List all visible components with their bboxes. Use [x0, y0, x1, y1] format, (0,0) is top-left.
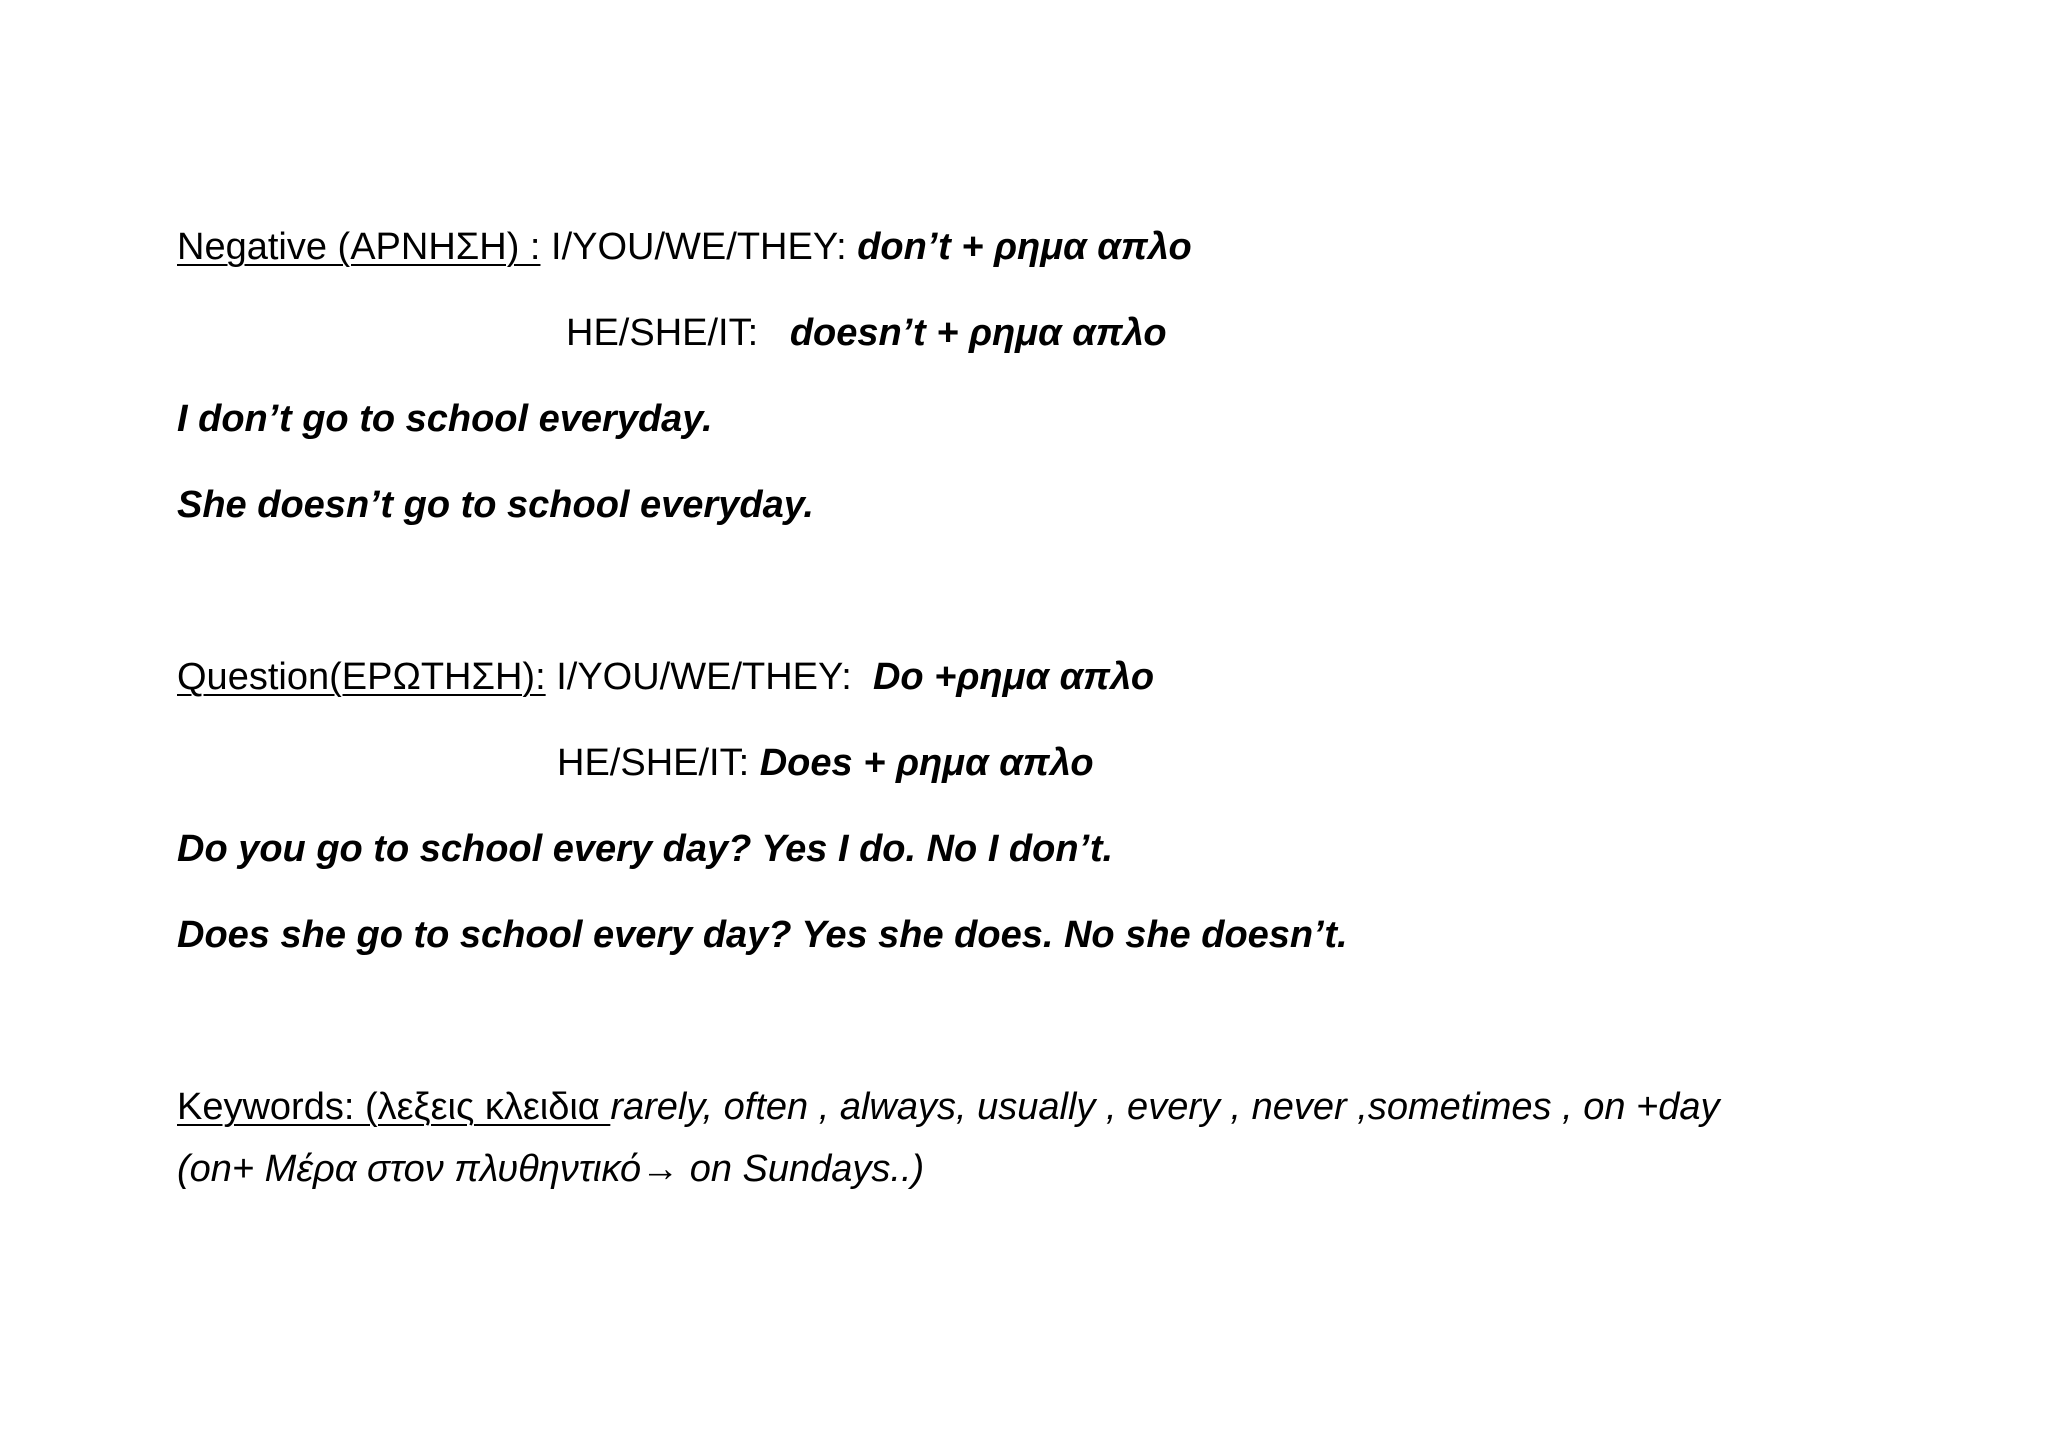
- keywords-line: [177, 1084, 1720, 1130]
- question-plural-rule: Do +ρημα απλο: [872, 656, 1155, 698]
- right-arrow-icon: →: [641, 1148, 680, 1190]
- negative-singular-subjects: HE/SHE/IT:: [566, 312, 759, 354]
- keywords-note-start: (on+ Μέρα στον πλυθηντικό: [177, 1148, 642, 1190]
- negative-singular-line: [566, 310, 1167, 356]
- question-singular-rule: Does + ρημα απλο: [759, 742, 1094, 784]
- negative-example-1: I don’t go to school everyday.: [177, 398, 713, 440]
- question-singular-line: [557, 740, 1094, 786]
- keywords-list: rarely, often , always, usually , every , never ,sometimes , on +day: [610, 1086, 1720, 1128]
- negative-heading: Negative (ΑΡΝΗΣΗ) :: [177, 226, 541, 268]
- question-singular-subjects: HE/SHE/IT:: [557, 742, 750, 784]
- question-plural-line: [177, 654, 1154, 700]
- question-example-2: Does she go to school every day? Yes she does. No she doesn’t.: [177, 914, 1348, 956]
- negative-plural-line: [177, 224, 1192, 270]
- keywords-heading: Keywords: (λεξεις κλειδια: [177, 1086, 611, 1128]
- keywords-note-line: [177, 1146, 924, 1192]
- negative-plural-subjects: I/YOU/WE/THEY:: [551, 226, 847, 268]
- negative-plural-rule: don’t + ρημα απλο: [857, 226, 1192, 268]
- question-example-1: Do you go to school every day? Yes I do. No I don’t.: [177, 828, 1114, 870]
- negative-singular-rule: doesn’t + ρημα απλο: [789, 312, 1167, 354]
- question-plural-subjects: I/YOU/WE/THEY:: [556, 656, 852, 698]
- question-heading: Question(ΕΡΩΤΗΣΗ):: [177, 656, 546, 698]
- negative-example-2: She doesn’t go to school everyday.: [177, 484, 814, 526]
- keywords-note-end: on Sundays..): [679, 1148, 925, 1190]
